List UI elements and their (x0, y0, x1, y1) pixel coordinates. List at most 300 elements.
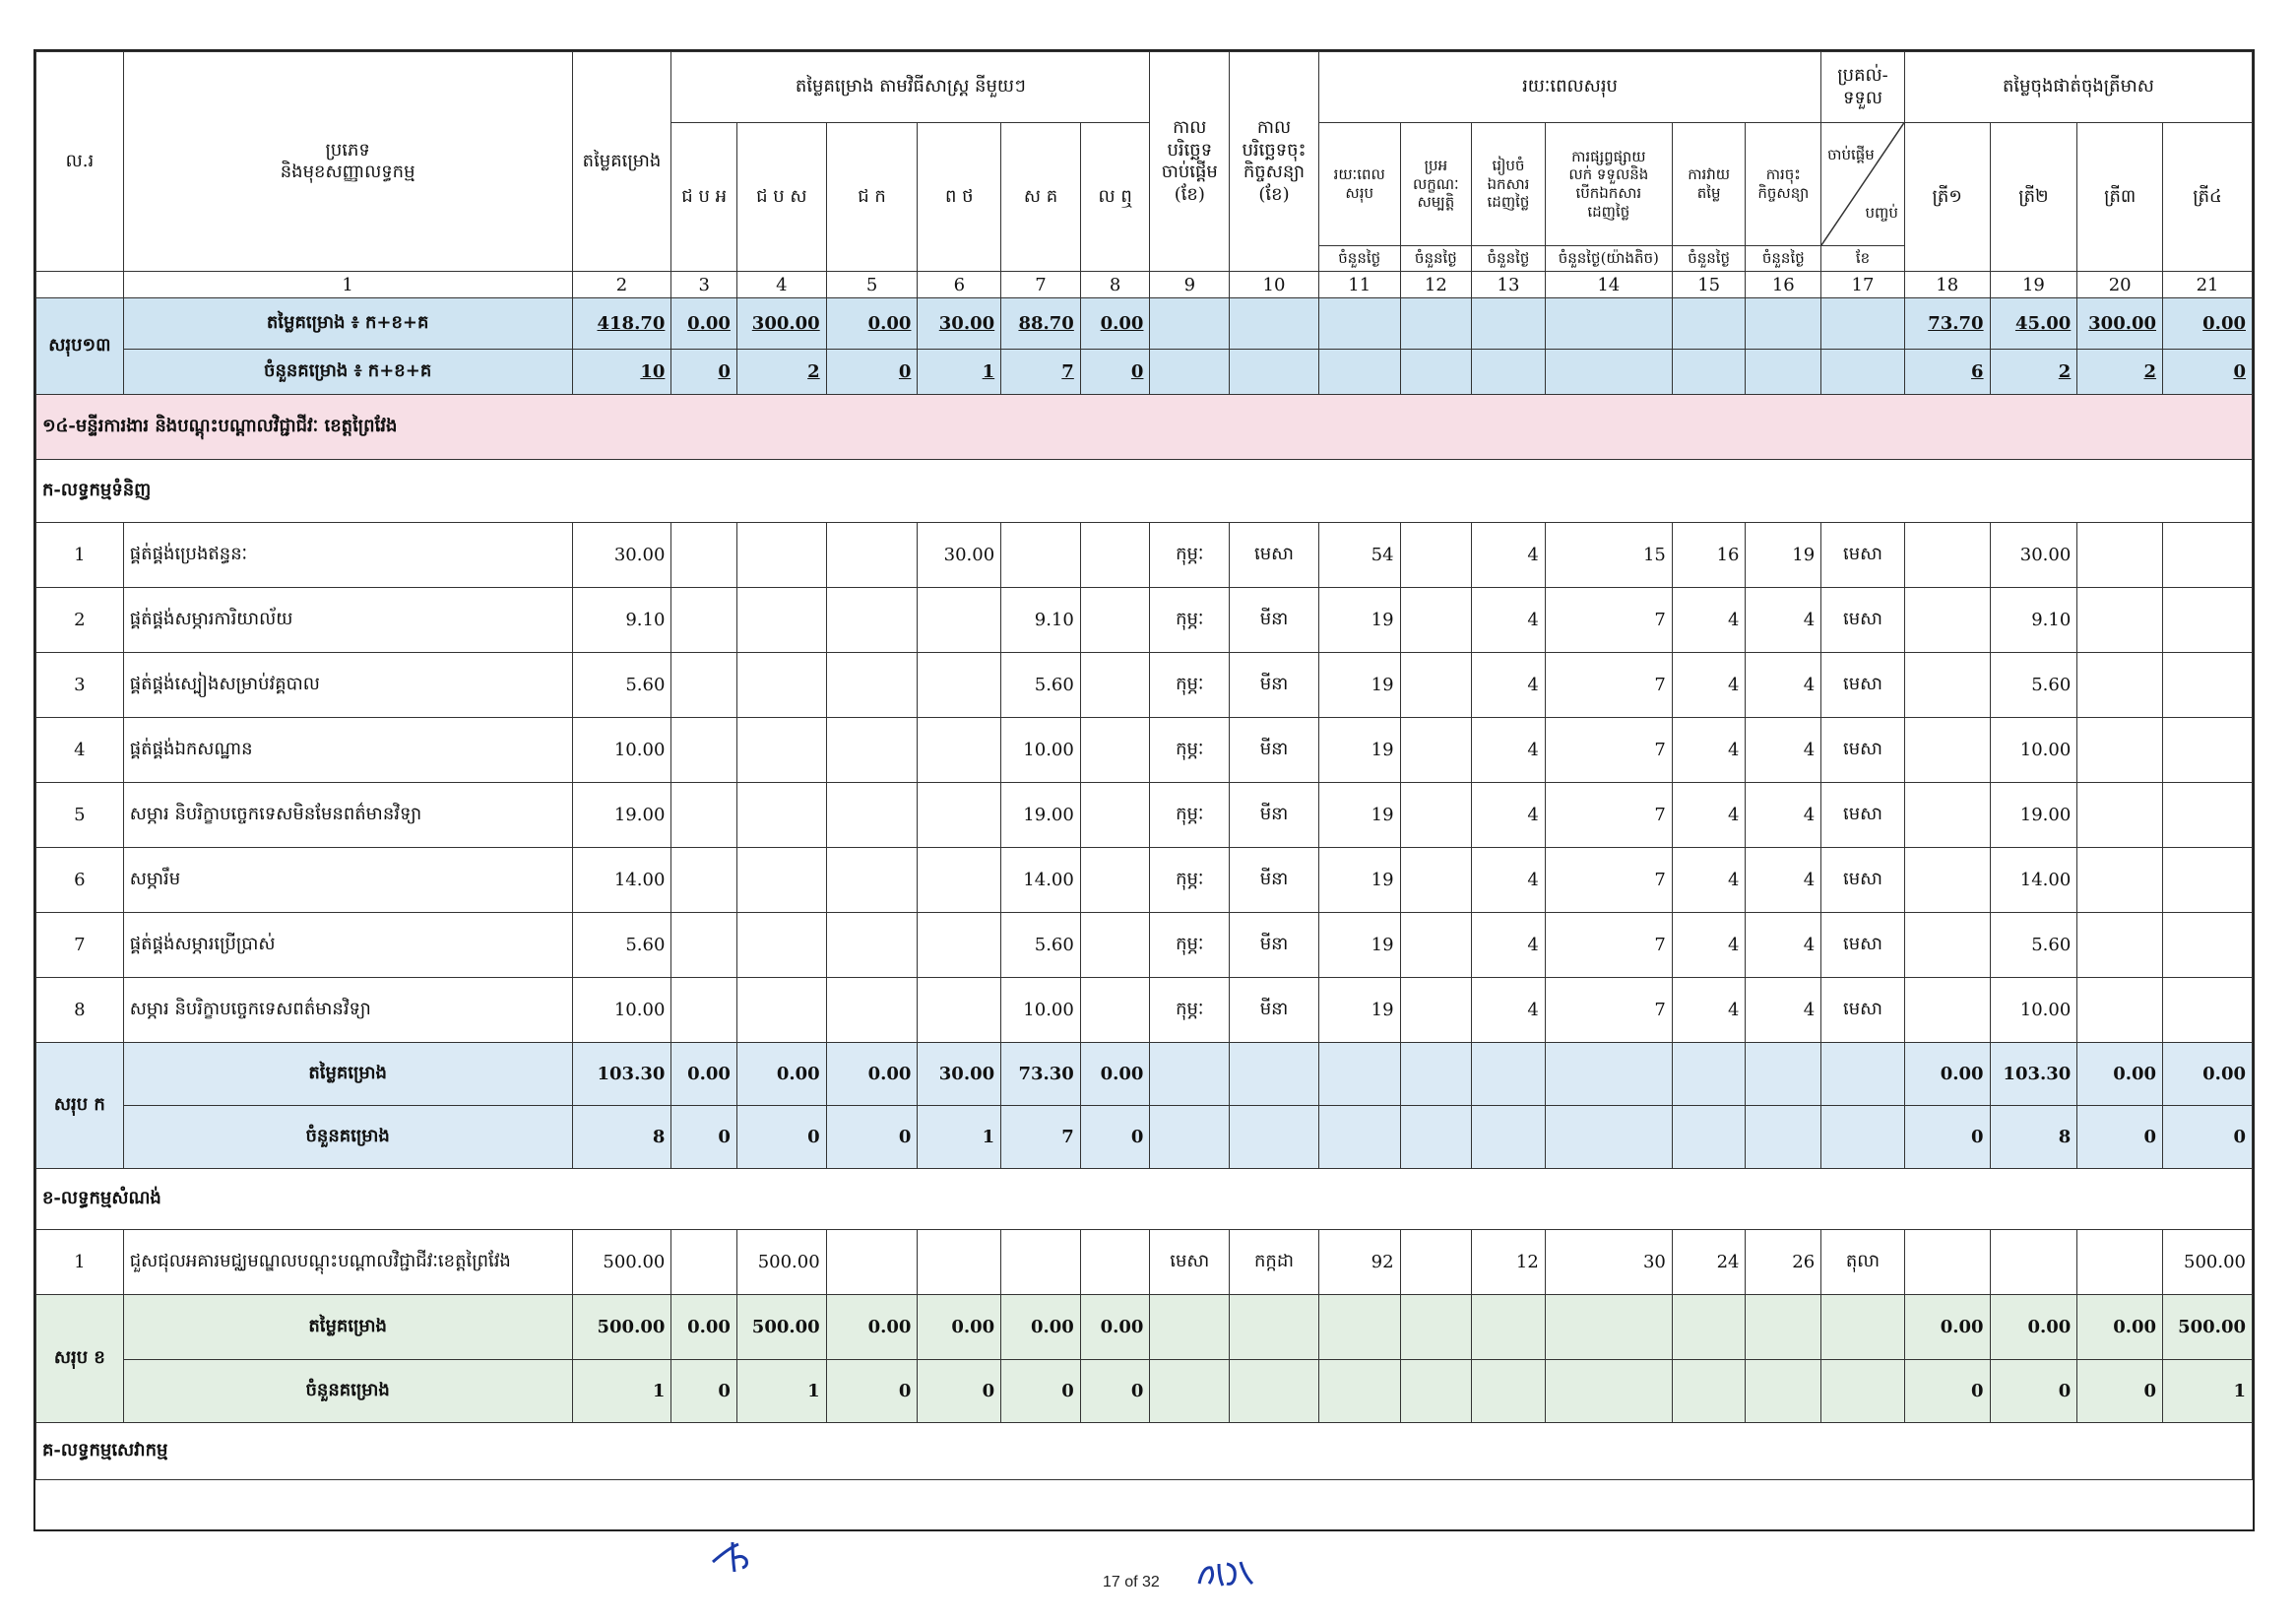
item-name: ផ្គត់ផ្គង់សម្ភារប្រើប្រាស់ (123, 913, 572, 978)
quarter-value (2077, 1230, 2163, 1295)
method-value (671, 783, 737, 848)
method-value (736, 913, 826, 978)
item-budget: 5.60 (572, 913, 671, 978)
summary-count-value: 0 (671, 1106, 737, 1169)
duration-value: 54 (1318, 523, 1400, 588)
summary-empty (1545, 1360, 1672, 1423)
method-value (736, 978, 826, 1043)
summary-value: 0.00 (1080, 1043, 1150, 1106)
item-budget: 30.00 (572, 523, 671, 588)
summary-empty (1230, 298, 1319, 350)
duration-value: 7 (1545, 978, 1672, 1043)
header-contract-period: កាល បរិច្ឆេទចុះ កិច្ចសន្យា (ខែ) (1230, 52, 1319, 272)
method-value (1080, 913, 1150, 978)
summary-count-value: 1 (918, 350, 1001, 395)
summary-value: 0.00 (826, 298, 918, 350)
duration-value: 7 (1545, 588, 1672, 653)
quarter-value (2077, 523, 2163, 588)
column-number: 20 (2077, 272, 2163, 298)
method-value (1080, 978, 1150, 1043)
summary-budget-label: តម្លៃគម្រោង ៖ ក+ខ+គ (123, 298, 572, 350)
duration-value: 4 (1472, 718, 1546, 783)
method-value (736, 588, 826, 653)
quarter-value (1904, 1230, 1990, 1295)
header-unit: ចំនួនថ្ងៃ (1318, 246, 1400, 272)
summary-quarter-value: 0.00 (2163, 1043, 2253, 1106)
summary-empty (1746, 1043, 1821, 1106)
column-number: 7 (1001, 272, 1081, 298)
contract-month: មេសា (1230, 523, 1319, 588)
summary-empty (1545, 1295, 1672, 1360)
summary-empty (1230, 1360, 1319, 1423)
summary-value: 418.70 (572, 298, 671, 350)
delivery-month: មេសា (1821, 913, 1905, 978)
row-number: 8 (36, 978, 124, 1043)
header-method: ជ ក (826, 123, 918, 272)
summary-empty (1672, 298, 1746, 350)
summary-quarter-value: 0.00 (1904, 1043, 1990, 1106)
column-number: 12 (1400, 272, 1472, 298)
summary-empty (1545, 298, 1672, 350)
summary-empty (1821, 350, 1905, 395)
method-value (1080, 783, 1150, 848)
method-value (1080, 523, 1150, 588)
quarter-value: 9.10 (1990, 588, 2077, 653)
quarter-value: 500.00 (2163, 1230, 2253, 1295)
quarter-value (2163, 653, 2253, 718)
header-duration-col: ប្រអ លក្ខណៈ សម្បត្តិ (1400, 123, 1472, 246)
header-quarter: ត្រី៤ (2163, 123, 2253, 272)
duration-value: 19 (1318, 783, 1400, 848)
summary-quarter-count: 1 (2163, 1360, 2253, 1423)
section-heading-row (36, 1169, 2253, 1230)
duration-value: 7 (1545, 783, 1672, 848)
quarter-value (2077, 783, 2163, 848)
summary-count-label: ចំនួនគម្រោង ៖ ក+ខ+គ (123, 350, 572, 395)
quarter-value (2163, 588, 2253, 653)
column-number: 21 (2163, 272, 2253, 298)
row-number: 7 (36, 913, 124, 978)
row-number: 1 (36, 1230, 124, 1295)
header-type: ប្រភេទ និងមុខសញ្ញាលទ្ធកម្ម (123, 52, 572, 272)
duration-value: 19 (1318, 588, 1400, 653)
summary-empty (1672, 1043, 1746, 1106)
summary-empty (1672, 1360, 1746, 1423)
method-value (826, 783, 918, 848)
column-number-blank (36, 272, 124, 298)
contract-month: មីនា (1230, 718, 1319, 783)
quarter-value (1904, 718, 1990, 783)
header-delivery-unit: ខែ (1821, 246, 1905, 272)
quarter-value: 10.00 (1990, 978, 2077, 1043)
quarter-value (2163, 848, 2253, 913)
summary-value: 103.30 (572, 1043, 671, 1106)
summary-value: 73.30 (1001, 1043, 1081, 1106)
summary-quarter-count: 0 (1904, 1360, 1990, 1423)
header-duration-col: ការវាយ តម្លៃ (1672, 123, 1746, 246)
section-heading: ក-លទ្ធកម្មទំនិញ (36, 460, 2253, 523)
item-budget: 5.60 (572, 653, 671, 718)
start-month: កុម្ភៈ (1150, 588, 1230, 653)
summary-empty (1672, 350, 1746, 395)
summary-value: 0.00 (1001, 1295, 1081, 1360)
summary-empty (1821, 1360, 1905, 1423)
header-delivery: ប្រគល់- ទទួល (1821, 52, 1905, 123)
summary-quarter-count: 0 (2163, 350, 2253, 395)
section-heading-row (36, 395, 2253, 460)
summary-count-value: 0 (826, 1106, 918, 1169)
summary-empty (1672, 1295, 1746, 1360)
quarter-value: 5.60 (1990, 653, 2077, 718)
summary-empty (1400, 1360, 1472, 1423)
method-value (736, 718, 826, 783)
summary-value: 500.00 (572, 1295, 671, 1360)
summary-empty (1150, 1295, 1230, 1360)
method-value (1001, 523, 1081, 588)
summary-count-value: 1 (918, 1106, 1001, 1169)
summary-quarter-count: 2 (1990, 350, 2077, 395)
quarter-value: 10.00 (1990, 718, 2077, 783)
summary-budget-label: តម្លៃគម្រោង (123, 1295, 572, 1360)
summary-quarter-value: 0.00 (1904, 1295, 1990, 1360)
summary-empty (1318, 1106, 1400, 1169)
summary-quarter-value: 73.70 (1904, 298, 1990, 350)
header-method: ជ ប អ (671, 123, 737, 272)
summary-value: 0.00 (1080, 1295, 1150, 1360)
quarter-value (2163, 718, 2253, 783)
method-value (1080, 1230, 1150, 1295)
column-number: 6 (918, 272, 1001, 298)
summary-count-value: 0 (671, 1360, 737, 1423)
summary-empty (1150, 1360, 1230, 1423)
method-value (671, 523, 737, 588)
summary-empty (1821, 1106, 1905, 1169)
column-number: 15 (1672, 272, 1746, 298)
header-duration-col: រយៈពេល សរុប (1318, 123, 1400, 246)
quarter-value (2077, 978, 2163, 1043)
summary-count-value: 7 (1001, 350, 1081, 395)
summary-quarter-value: 103.30 (1990, 1043, 2077, 1106)
summary-empty (1318, 298, 1400, 350)
table-row (36, 978, 2253, 1043)
initials-mark-right (1193, 1554, 1262, 1593)
table-row (36, 588, 2253, 653)
duration-value: 4 (1746, 913, 1821, 978)
duration-value: 4 (1746, 653, 1821, 718)
method-value (826, 588, 918, 653)
header-start-period: កាល បរិច្ឆេទ ចាប់ផ្តើម (ខែ) (1150, 52, 1230, 272)
start-month: កុម្ភៈ (1150, 718, 1230, 783)
duration-value (1400, 523, 1472, 588)
summary-empty (1230, 1106, 1319, 1169)
summary-empty (1318, 1360, 1400, 1423)
duration-value: 7 (1545, 653, 1672, 718)
method-value (736, 848, 826, 913)
duration-value: 4 (1672, 913, 1746, 978)
header-method: ស គ (1001, 123, 1081, 272)
method-value: 19.00 (1001, 783, 1081, 848)
summary-quarter-value: 500.00 (2163, 1295, 2253, 1360)
quarter-value (2163, 783, 2253, 848)
item-name: ជួសជុលអគារមជ្ឈមណ្ឌលបណ្តុះបណ្តាលវិជ្ជាជីវៈខេត្តព្រៃវែង (123, 1230, 572, 1295)
duration-value: 19 (1746, 523, 1821, 588)
duration-value: 24 (1672, 1230, 1746, 1295)
quarter-value (2077, 653, 2163, 718)
summary-empty (1746, 298, 1821, 350)
header-quarter: ត្រី១ (1904, 123, 1990, 272)
row-number: 2 (36, 588, 124, 653)
summary-value: 30.00 (918, 1043, 1001, 1106)
method-value (826, 913, 918, 978)
summary-budget-label: តម្លៃគម្រោង (123, 1043, 572, 1106)
header-unit: ចំនួនថ្ងៃ (1746, 246, 1821, 272)
duration-value: 4 (1746, 783, 1821, 848)
item-name: សម្ភារឹម (123, 848, 572, 913)
start-month: កុម្ភៈ (1150, 978, 1230, 1043)
item-name: សម្ភារ និបរិក្ខាបច្ចេកទេសពត៌មានវិទ្យា (123, 978, 572, 1043)
summary-empty (1746, 1295, 1821, 1360)
method-value: 5.60 (1001, 913, 1081, 978)
header-method: ព ថ (918, 123, 1001, 272)
method-value (918, 848, 1001, 913)
duration-value (1400, 783, 1472, 848)
method-value (918, 653, 1001, 718)
header-unit: ចំនួនថ្ងៃ (1472, 246, 1546, 272)
summary-value: 88.70 (1001, 298, 1081, 350)
summary-quarter-count: 0 (2077, 1360, 2163, 1423)
quarter-value (1990, 1230, 2077, 1295)
column-number: 18 (1904, 272, 1990, 298)
start-month: កុម្ភៈ (1150, 848, 1230, 913)
contract-month: មីនា (1230, 783, 1319, 848)
header-delivery-split (1821, 123, 1905, 246)
contract-month: មីនា (1230, 848, 1319, 913)
method-value: 10.00 (1001, 718, 1081, 783)
method-value (671, 978, 737, 1043)
summary-count-value: 0 (918, 1360, 1001, 1423)
method-value (826, 978, 918, 1043)
summary-quarter-count: 0 (1904, 1106, 1990, 1169)
item-name: ផ្គត់ផ្គង់ឯកសណ្ឋាន (123, 718, 572, 783)
header-no: ល.រ (36, 52, 124, 272)
table-row (36, 848, 2253, 913)
summary-value: 0.00 (671, 1295, 737, 1360)
summary-empty (1150, 298, 1230, 350)
method-value (826, 848, 918, 913)
delivery-month: មេសា (1821, 848, 1905, 913)
column-number: 1 (123, 272, 572, 298)
initials-mark-left (709, 1536, 768, 1576)
quarter-value (1904, 848, 1990, 913)
summary-empty (1472, 350, 1546, 395)
duration-value: 4 (1672, 588, 1746, 653)
method-value (1080, 718, 1150, 783)
section-heading: ១៤-មន្ទីរការងារ និងបណ្តុះបណ្តាលវិជ្ជាជីវៈ ខេត្តព្រៃវែង (36, 395, 2253, 460)
delivery-start-label: ចាប់ផ្តើម (1827, 146, 1875, 164)
method-value (826, 1230, 918, 1295)
summary-value: 0.00 (671, 298, 737, 350)
method-value: 9.10 (1001, 588, 1081, 653)
method-value (671, 653, 737, 718)
summary-empty (1545, 1043, 1672, 1106)
header-quarter: ត្រី៣ (2077, 123, 2163, 272)
summary-count-value: 0 (736, 1106, 826, 1169)
section-heading: គ-លទ្ធកម្មសេវាកម្ម (36, 1423, 2253, 1480)
summary-count-value: 0 (1080, 1106, 1150, 1169)
contract-month: មីនា (1230, 978, 1319, 1043)
quarter-value: 19.00 (1990, 783, 2077, 848)
summary-empty (1746, 350, 1821, 395)
duration-value: 4 (1472, 848, 1546, 913)
method-value (671, 1230, 737, 1295)
method-value (1001, 1230, 1081, 1295)
quarter-value (1904, 783, 1990, 848)
summary-budget-row (36, 298, 2253, 350)
summary-quarter-value: 45.00 (1990, 298, 2077, 350)
row-number: 5 (36, 783, 124, 848)
duration-value: 4 (1672, 783, 1746, 848)
item-budget: 19.00 (572, 783, 671, 848)
header-unit: ចំនួនថ្ងៃ (1672, 246, 1746, 272)
summary-count-value: 1 (736, 1360, 826, 1423)
method-value (1080, 848, 1150, 913)
summary-empty (1230, 1295, 1319, 1360)
procurement-table (35, 51, 2253, 1480)
duration-value: 4 (1672, 848, 1746, 913)
method-value (1080, 588, 1150, 653)
quarter-value (2077, 718, 2163, 783)
header-method: ល ឮ (1080, 123, 1150, 272)
column-number: 19 (1990, 272, 2077, 298)
summary-value: 0.00 (1080, 298, 1150, 350)
summary-count-value: 0 (1080, 1360, 1150, 1423)
summary-empty (1318, 350, 1400, 395)
method-value (671, 848, 737, 913)
section-heading-row (36, 460, 2253, 523)
delivery-month: មេសា (1821, 588, 1905, 653)
contract-month: មីនា (1230, 653, 1319, 718)
summary-value: 0.00 (918, 1295, 1001, 1360)
column-number: 16 (1746, 272, 1821, 298)
summary-count-value: 10 (572, 350, 671, 395)
summary-empty (1150, 350, 1230, 395)
quarter-value (1904, 653, 1990, 718)
method-value: 30.00 (918, 523, 1001, 588)
duration-value (1400, 718, 1472, 783)
method-value (736, 783, 826, 848)
summary-empty (1150, 1106, 1230, 1169)
method-value: 5.60 (1001, 653, 1081, 718)
duration-value (1400, 588, 1472, 653)
summary-count-value: 1 (572, 1360, 671, 1423)
start-month: កុម្ភៈ (1150, 783, 1230, 848)
duration-value: 4 (1472, 913, 1546, 978)
duration-value: 4 (1746, 978, 1821, 1043)
item-budget: 10.00 (572, 718, 671, 783)
summary-empty (1400, 1106, 1472, 1169)
summary-quarter-count: 0 (2077, 1106, 2163, 1169)
summary-quarter-value: 0.00 (2163, 298, 2253, 350)
contract-month: មីនា (1230, 913, 1319, 978)
duration-value: 4 (1472, 783, 1546, 848)
row-number: 4 (36, 718, 124, 783)
column-number: 13 (1472, 272, 1546, 298)
quarter-value (2163, 978, 2253, 1043)
header-method: ជ ប ស (736, 123, 826, 272)
duration-value (1400, 848, 1472, 913)
duration-value: 19 (1318, 653, 1400, 718)
summary-empty (1150, 1043, 1230, 1106)
summary-count-value: 0 (826, 350, 918, 395)
summary-count-value: 2 (736, 350, 826, 395)
duration-value: 15 (1545, 523, 1672, 588)
table-row (36, 718, 2253, 783)
summary-empty (1821, 298, 1905, 350)
method-value: 500.00 (736, 1230, 826, 1295)
header-quarter-group: តម្លៃចុងផាត់ចុងត្រីមាស (1904, 52, 2252, 123)
duration-value: 7 (1545, 718, 1672, 783)
method-value (918, 783, 1001, 848)
summary-count-value: 0 (671, 350, 737, 395)
start-month: កុម្ភៈ (1150, 523, 1230, 588)
duration-value: 26 (1746, 1230, 1821, 1295)
procurement-plan-sheet (33, 49, 2255, 1531)
column-number: 17 (1821, 272, 1905, 298)
summary-budget-row (36, 1043, 2253, 1106)
header-methods-group: តម្លៃគម្រោង តាមវិធីសាស្ត្រ នីមួយៗ (671, 52, 1150, 123)
duration-value: 19 (1318, 913, 1400, 978)
delivery-month: តុលា (1821, 1230, 1905, 1295)
method-value (671, 718, 737, 783)
method-value (736, 523, 826, 588)
method-value (826, 718, 918, 783)
table-row (36, 653, 2253, 718)
header-budget: តម្លៃគម្រោង (572, 52, 671, 272)
table-row (36, 1230, 2253, 1295)
method-value: 14.00 (1001, 848, 1081, 913)
quarter-value (2077, 588, 2163, 653)
summary-count-value: 0 (826, 1360, 918, 1423)
duration-value: 16 (1672, 523, 1746, 588)
summary-quarter-value: 300.00 (2077, 298, 2163, 350)
summary-empty (1545, 1106, 1672, 1169)
start-month: មេសា (1150, 1230, 1230, 1295)
summary-count-label: ចំនួនគម្រោង (123, 1360, 572, 1423)
quarter-value (1904, 588, 1990, 653)
summary-empty (1821, 1043, 1905, 1106)
table-row (36, 523, 2253, 588)
summary-quarter-value: 0.00 (1990, 1295, 2077, 1360)
item-name: ផ្គត់ផ្គង់ស្បៀងសម្រាប់វគ្គបាល (123, 653, 572, 718)
method-value (918, 588, 1001, 653)
summary-count-row (36, 350, 2253, 395)
quarter-value (2163, 523, 2253, 588)
summary-empty (1672, 1106, 1746, 1169)
summary-value: 0.00 (671, 1043, 737, 1106)
summary-empty (1472, 1360, 1546, 1423)
summary-empty (1472, 1295, 1546, 1360)
duration-value: 4 (1672, 978, 1746, 1043)
duration-value: 4 (1746, 588, 1821, 653)
summary-count-value: 0 (1080, 350, 1150, 395)
section-heading: ខ-លទ្ធកម្មសំណង់ (36, 1169, 2253, 1230)
column-number: 2 (572, 272, 671, 298)
duration-value: 30 (1545, 1230, 1672, 1295)
method-value: 10.00 (1001, 978, 1081, 1043)
summary-empty (1400, 1043, 1472, 1106)
duration-value (1400, 978, 1472, 1043)
item-name: សម្ភារ និបរិក្ខាបច្ចេកទេសមិនមែនពត៌មានវិទ្យា (123, 783, 572, 848)
